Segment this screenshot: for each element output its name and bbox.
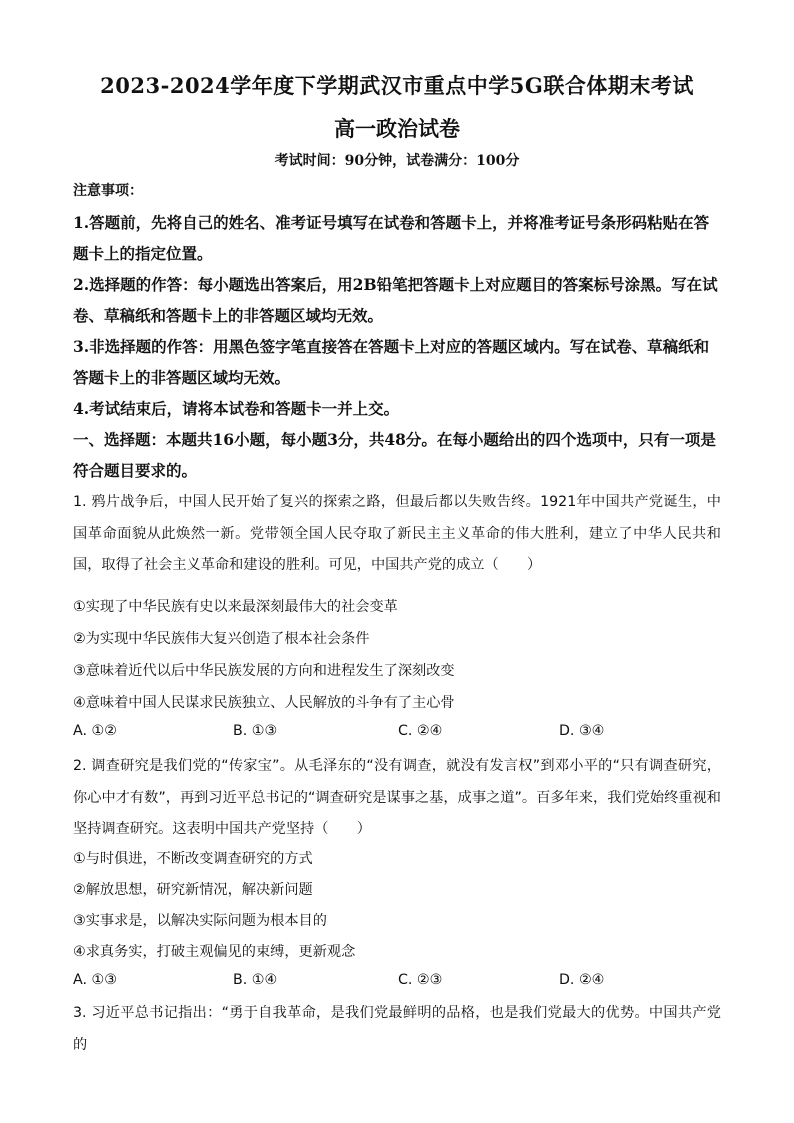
question-2-statement-2: ②解放思想，研究新情况，解决新问题 bbox=[73, 882, 313, 898]
question-2-choice-a: A. ①③ bbox=[73, 972, 117, 988]
notice-item-4: 4.考试结束后，请将本试卷和答题卡一并上交。 bbox=[73, 399, 400, 418]
question-2-statement-1: ①与时俱进，不断改变调查研究的方式 bbox=[73, 851, 313, 867]
notice-item-3: 3.非选择题的作答：用黑色签字笔直接答在答题卡上对应的答题区域内。写在试卷、草稿纸和答题卡上的非答题区域均无效。 bbox=[73, 337, 710, 387]
question-2-choice-d: D. ②④ bbox=[559, 972, 605, 988]
exam-subtitle: 高一政治试卷 bbox=[334, 116, 460, 141]
notice-item-2: 2.选择题的作答：每小题选出答案后，用2B铅笔把答题卡上对应题目的答案标号涂黑。写在试卷、草稿纸和答题卡上的非答题区域均无效。 bbox=[73, 275, 718, 325]
question-1-choice-b: B. ①③ bbox=[233, 723, 278, 739]
question-1-choice-a: A. ①② bbox=[73, 723, 117, 739]
notice-heading: 注意事项： bbox=[73, 183, 143, 199]
question-2-statement-3: ③实事求是，以解决实际问题为根本目的 bbox=[73, 913, 327, 929]
question-2-choice-b: B. ①④ bbox=[233, 972, 278, 988]
question-1-choice-d: D. ③④ bbox=[559, 723, 605, 739]
question-2-statement-4: ④求真务实，打破主观偏见的束缚，更新观念 bbox=[73, 944, 356, 960]
question-3-stem: 3. 习近平总书记指出：“勇于自我革命，是我们党最鲜明的品格，也是我们党最大的优势。中国共产党的 bbox=[73, 1005, 721, 1053]
question-1-statement-3: ③意味着近代以后中华民族发展的方向和进程发生了深刻改变 bbox=[73, 663, 455, 679]
question-1-statement-2: ②为实现中华民族伟大复兴创造了根本社会条件 bbox=[73, 631, 370, 647]
question-1-statement-1: ①实现了中华民族有史以来最深刻最伟大的社会变革 bbox=[73, 599, 398, 615]
question-2-stem: 2. 调查研究是我们党的“传家宝”。从毛泽东的“没有调查，就没有发言权”到邓小平的“只有调查研究，你心中才有数”，再到习近平总书记的“调查研究是谋事之基，成事之道”。百多年来，我们党始终重视和坚持调查研究。这表明中国共产党坚持（ ） bbox=[73, 758, 721, 837]
exam-title: 2023-2024学年度下学期武汉市重点中学5G联合体期末考试 bbox=[100, 73, 694, 98]
question-1-choice-c: C. ②④ bbox=[398, 723, 443, 739]
question-1-stem: 1. 鸦片战争后，中国人民开始了复兴的探索之路，但最后都以失败告终。1921年中国共产党诞生，中国革命面貌从此焕然一新。党带领全国人民夺取了新民主主义革命的伟大胜利，建立了中华人民共和国，取得了社会主义革命和建设的胜利。可见，中国共产党的成立（ ） bbox=[73, 494, 721, 573]
question-1-statement-4: ④意味着中国人民谋求民族独立、人民解放的斗争有了主心骨 bbox=[73, 695, 455, 711]
exam-time-info: 考试时间：90分钟，试卷满分：100分 bbox=[274, 153, 520, 169]
section-heading: 一、选择题：本题共16小题，每小题3分，共48分。在每小题给出的四个选项中，只有一项是符合题目要求的。 bbox=[73, 430, 716, 480]
notice-item-1: 1.答题前，先将自己的姓名、准考证号填写在试卷和答题卡上，并将准考证号条形码粘贴在答题卡上的指定位置。 bbox=[73, 213, 710, 263]
question-2-choice-c: C. ②③ bbox=[398, 972, 443, 988]
